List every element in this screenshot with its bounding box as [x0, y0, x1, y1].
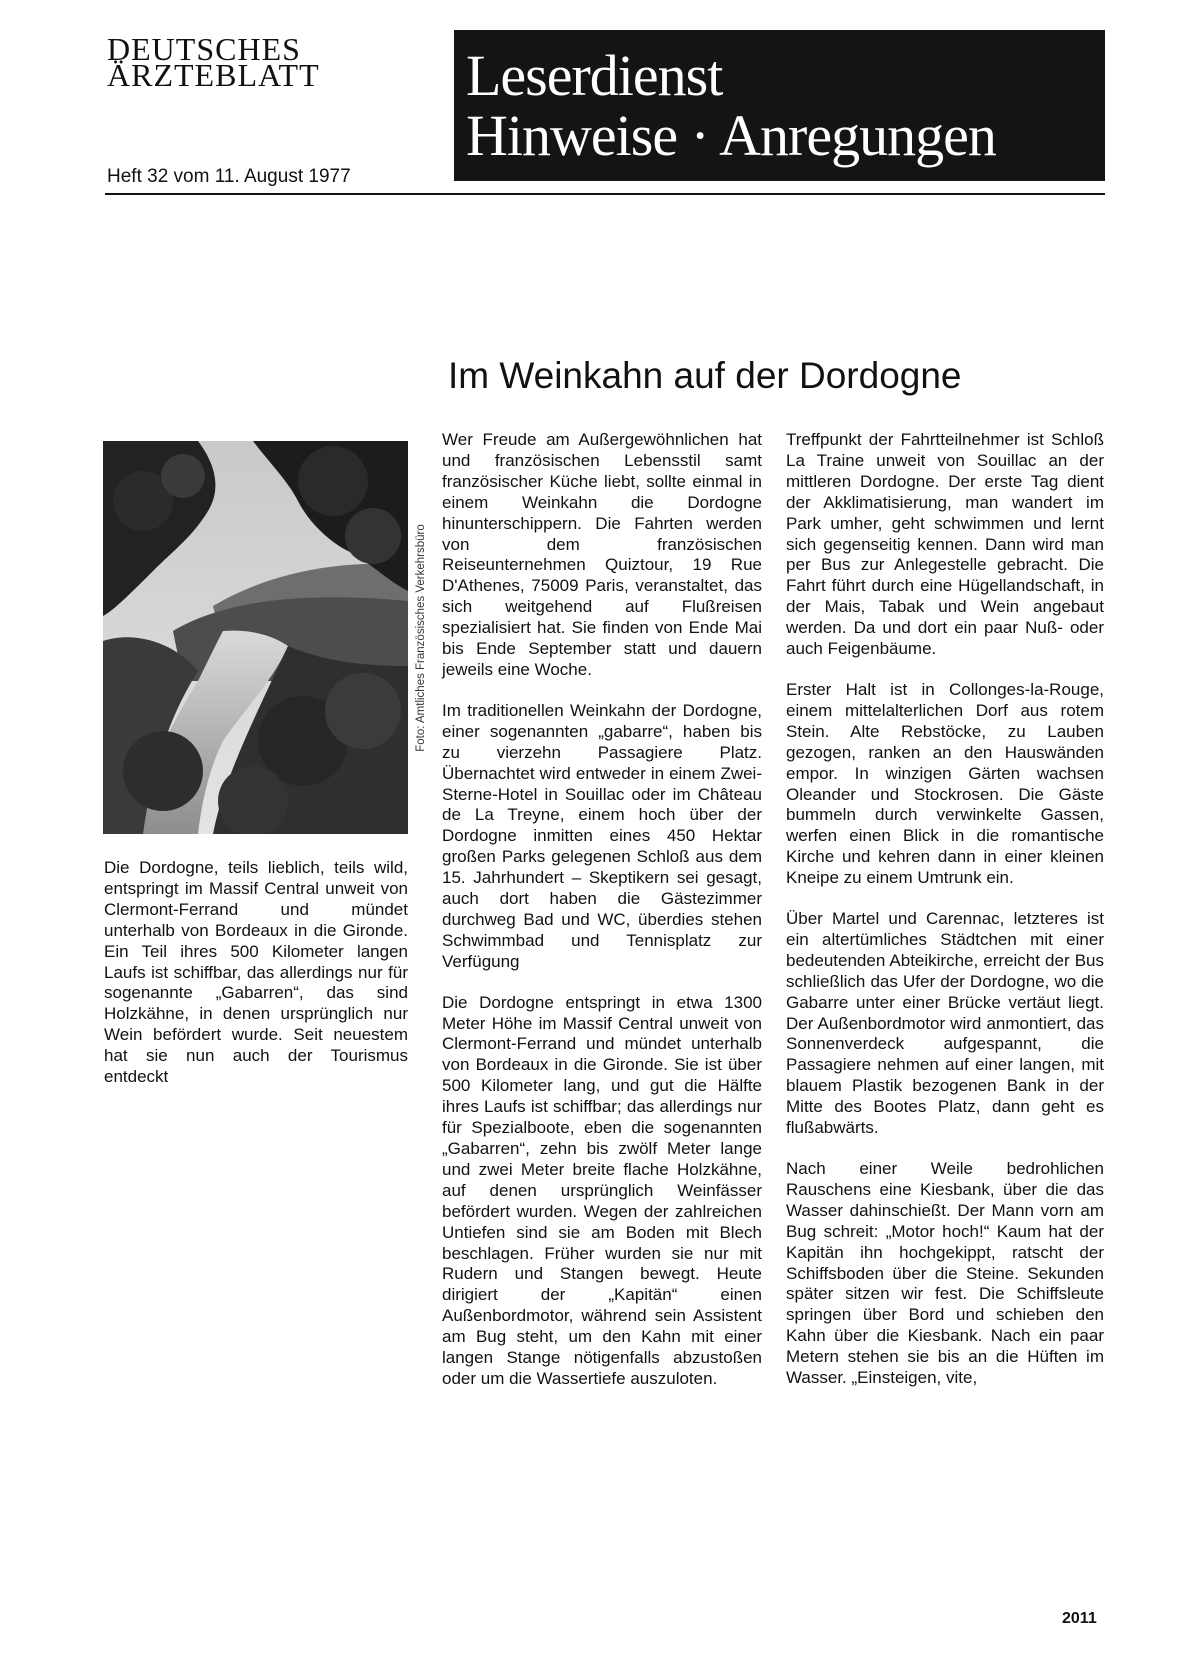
paragraph: Die Dordogne entspringt in etwa 1300 Meter Höhe im Massif Central unweit von Clermont-Ferrand und mündet unterhalb von Bordeaux in die Gironde. Sie ist über 500 Kilometer lang, und gut die Hälfte ihres Laufs ist schiffbar; das allerdings nur für Spezialboote, eben die sogenannten „Gabarren“, zehn bis zwölf Meter lange und zwei Meter breite flache Holzkähne, auf denen ursprünglich Weinfässer befördert wurden. Wegen der zahlreichen Untiefen sind sie am Boden mit Blech beschlagen. Früher wurden sie nur mit Rudern und Stangen bewegt. Heute dirigiert der „Kapitän“ einen Außenbordmotor, während sein Assistent am Bug steht, um den Kahn mit einer langen Stange nötigenfalls abzustoßen oder um die Wassertiefe auszuloten.	[442, 992, 762, 1388]
article-column-middle	[442, 430, 762, 1390]
paragraph: Wer Freude am Außergewöhnlichen hat und französischen Lebensstil samt französischer Küche liebt, sollte einmal in einem Weinkahn die Dordogne hinunterschippern. Die Fahrten werden von dem französischen Reiseunternehmen Quiztour, 19 Rue D'Athenes, 75009 Paris, veranstaltet, das sich weitgehend auf Flußreisen spezialisiert hat. Sie finden von Ende Mai bis Ende September statt und dauern jeweils eine Woche.	[442, 430, 762, 679]
logo-line-1: DEUTSCHES	[107, 31, 301, 67]
paragraph: Nach einer Weile bedrohlichen Rauschens eine Kiesbank, über die das Wasser dahinschießt. Der Mann vorn am Bug schreit: „Motor hoch!“ Kaum hat der Kapitän ihn hochgekippt, ratscht der Schiffsboden über die Steine. Sekunden später sitzen wir fest. Die Schiffsleute springen über Bord und schieben den Kahn über die Kiesbank. Nach ein paar Metern stehen sie bis an die Hüften im Wasser. „Einsteigen, vite,	[786, 1159, 1104, 1388]
article-headline: Im Weinkahn auf der Dordogne	[448, 355, 962, 396]
article-column-right	[786, 430, 1104, 1389]
section-banner	[454, 30, 1105, 181]
masthead	[105, 30, 1105, 198]
river-photo	[103, 441, 408, 834]
page-number: 2011	[1062, 1610, 1097, 1627]
photo-credit	[409, 441, 433, 834]
issue-info: Heft 32 vom 11. August 1977	[107, 166, 351, 187]
paragraph: Über Martel und Carennac, letzteres ist ein altertümliches Städtchen mit einer bedeutenden Abteikirche, erreicht der Bus schließlich das Ufer der Dordogne, wo die Gabarre unter einer Brücke vertäut liegt. Der Außenbordmotor wird anmontiert, das Sonnenverdeck aufgespannt, die Passagiere nehmen auf einer langen, mit blauem Plastik bezogenen Bank in der Mitte des Bootes Platz, dann geht es flußabwärts.	[786, 909, 1104, 1138]
paragraph: Im traditionellen Weinkahn der Dordogne, einer sogenannten „gabarre“, haben bis zu vierzehn Passagiere Platz. Übernachtet wird entweder in einem Zwei-Sterne-Hotel in Souillac oder im Château de La Treyne, einem hoch über der Dordogne inmitten eines 450 Hektar großen Parks gelegenen Schloß aus dem 15. Jahrhundert – Skeptikern sei gesagt, auch dort haben die Gästezimmer durchweg Bad und WC, überdies stehen Schwimmbad und Tennisplatz zur Verfügung	[442, 700, 762, 971]
journal-logo	[107, 31, 320, 93]
paragraph: Treffpunkt der Fahrtteilnehmer ist Schloß La Traine unweit von Souillac an der mittleren Dordogne. Der erste Tag dient der Akklimatisierung, man wandert im Park umher, geht schwimmen und lernt sich gegenseitig kennen. Dann wird man per Bus zur Anlegestelle gebracht. Die Fahrt führt durch eine Hügellandschaft, in der Mais, Tabak und Wein angebaut werden. Da und dort ein paar Nuß- oder auch Feigenbäume.	[786, 430, 1104, 659]
caption-text: Die Dordogne, teils lieblich, teils wild, entspringt im Massif Central unweit von Clermont-Ferrand und mündet unterhalb von Bordeaux in die Gironde. Ein Teil ihres 500 Kilometer langen Laufs ist schiffbar, das allerdings nur für sogenannte „Gabarren“, das sind Holzkähne, in denen ursprünglich nur Wein befördert wurde. Seit neuestem hat sie nun auch der Tourismus entdeckt	[104, 858, 408, 1087]
photo-credit-text: Foto: Amtliches Französisches Verkehrsbüro	[415, 523, 427, 752]
logo-line-2: ÄRZTEBLATT	[107, 57, 320, 93]
paragraph: Erster Halt ist in Collonges-la-Rouge, einem mittelalterlichen Dorf aus rotem Stein. Alte Rebstöcke, zu Lauben gezogen, ranken an den Hauswänden empor. In winzigen Gärten wachsen Oleander und Stockrosen. Die Gäste bummeln durch verwinkelte Gassen, werfen einen Blick in die romantische Kirche und kehren dann in einer kleinen Kneipe zu einem Umtrunk ein.	[786, 679, 1104, 888]
section-subtitle: Hinweise · Anregungen	[466, 103, 996, 168]
section-title: Leserdienst	[466, 43, 723, 108]
masthead-rule	[105, 193, 1105, 195]
photo-caption	[104, 858, 408, 1088]
